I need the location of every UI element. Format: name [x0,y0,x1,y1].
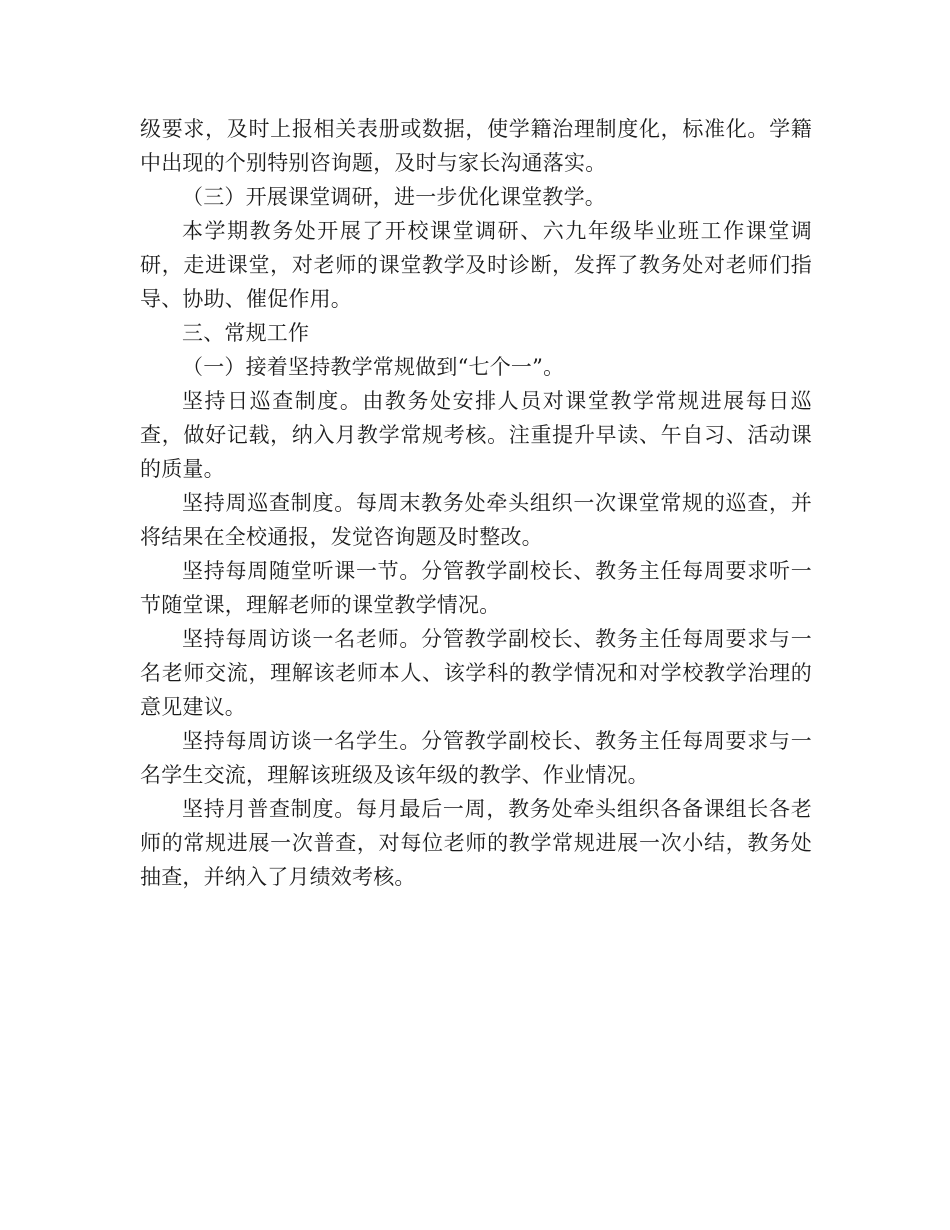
document-body [140,112,812,894]
paragraph-weekly-student-interview: 坚持每周访谈一名学生。分管教学副校长、教务主任每周要求与一名学生交流，理解该班级及该年级的教学、作业情况。 [140,729,812,787]
paragraph-daily-inspection: 坚持日巡查制度。由教务处安排人员对课堂教学常规进展每日巡查，做好记载，纳入月教学常规考核。注重提升早读、午自习、活动课的质量。 [140,389,812,481]
paragraph-weekly-teacher-interview: 坚持每周访谈一名老师。分管教学副校长、教务主任每周要求与一名老师交流，理解该老师本人、该学科的教学情况和对学校教学治理的意见建议。 [140,627,812,719]
section-heading-routine-work: 三、常规工作 [182,321,310,345]
subsection-heading-seven-ones: （一）接着坚持教学常规做到“七个一”。 [182,355,565,379]
paragraph-weekly-lesson-observation: 坚持每周随堂听课一节。分管教学副校长、教务主任每周要求听一节随堂课，理解老师的课堂教学情况。 [140,559,812,617]
paragraph-weekly-inspection: 坚持周巡查制度。每周末教务处牵头组织一次课堂常规的巡查，并将结果在全校通报，发觉咨询题及时整改。 [140,491,812,549]
paragraph-classroom-research: 本学期教务处开展了开校课堂调研、六九年级毕业班工作课堂调研，走进课堂，对老师的课堂教学及时诊断，发挥了教务处对老师们指导、协助、催促作用。 [140,219,812,311]
paragraph-monthly-survey: 坚持月普查制度。每月最后一周，教务处牵头组织各备课组长各老师的常规进展一次普查，对每位老师的教学常规进展一次小结，教务处抽查，并纳入了月绩效考核。 [140,797,812,889]
section-heading-classroom-research: （三）开展课堂调研，进一步优化课堂教学。 [182,185,606,209]
paragraph-student-records: 级要求，及时上报相关表册或数据，使学籍治理制度化，标准化。学籍中出现的个别特别咨询题，及时与家长沟通落实。 [140,117,812,175]
